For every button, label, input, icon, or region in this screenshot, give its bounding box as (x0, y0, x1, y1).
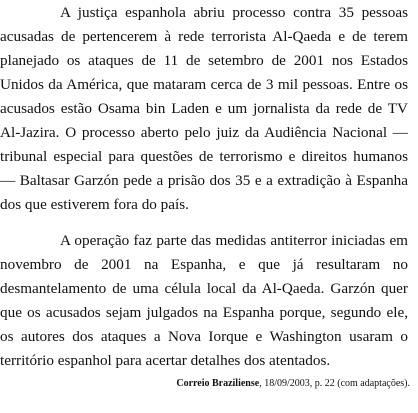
paragraph-2-line-3: desmantelamento de uma célula local da Al-Qaeda. Garzón quer (0, 280, 408, 297)
source-citation (176, 377, 410, 391)
paragraph-1-line-5: acusados estão Osama bin Laden e um jornalista da rede de TV (0, 100, 408, 117)
paragraph-1-line-2: acusadas de pertencerem à rede terrorista Al-Qaeda e de terem (0, 28, 408, 45)
paragraph-1-line-3: planejado os ataques de 11 de setembro de 2001 nos Estados (0, 52, 408, 69)
paragraph-1-line-6: Al-Jazira. O processo aberto pelo juiz da Audiência Nacional — (0, 124, 408, 141)
paragraph-1-line-1: A justiça espanhola abriu processo contra 35 pessoas (60, 4, 408, 21)
paragraph-2-line-1: A operação faz parte das medidas antiterror iniciadas em (60, 232, 408, 249)
source-publication: Correio Braziliense (176, 378, 260, 389)
paragraph-1-line-9: dos que estiverem fora do país. (0, 196, 189, 213)
paragraph-2-line-4: que os acusados sejam julgados na Espanha porque, segundo ele, (0, 304, 408, 321)
paragraph-2-line-2: novembro de 2001 na Espanha, e que já resultaram no (0, 256, 408, 273)
paragraph-1-line-7: tribunal especial para questões de terrorismo e direitos humanos (0, 148, 408, 165)
paragraph-2-line-6: território espanhol para acertar detalhes dos atentados. (0, 352, 331, 369)
source-details: , 18/09/2003, p. 22 (com adaptações). (259, 378, 410, 389)
paragraph-2-line-5: os autores dos ataques a Nova Iorque e Washington usaram o (0, 328, 408, 345)
paragraph-1-line-4: Unidos da América, que mataram cerca de 3 mil pessoas. Entre os (0, 76, 408, 93)
paragraph-1-line-8: — Baltasar Garzón pede a prisão dos 35 e a extradição à Espanha (0, 172, 408, 189)
